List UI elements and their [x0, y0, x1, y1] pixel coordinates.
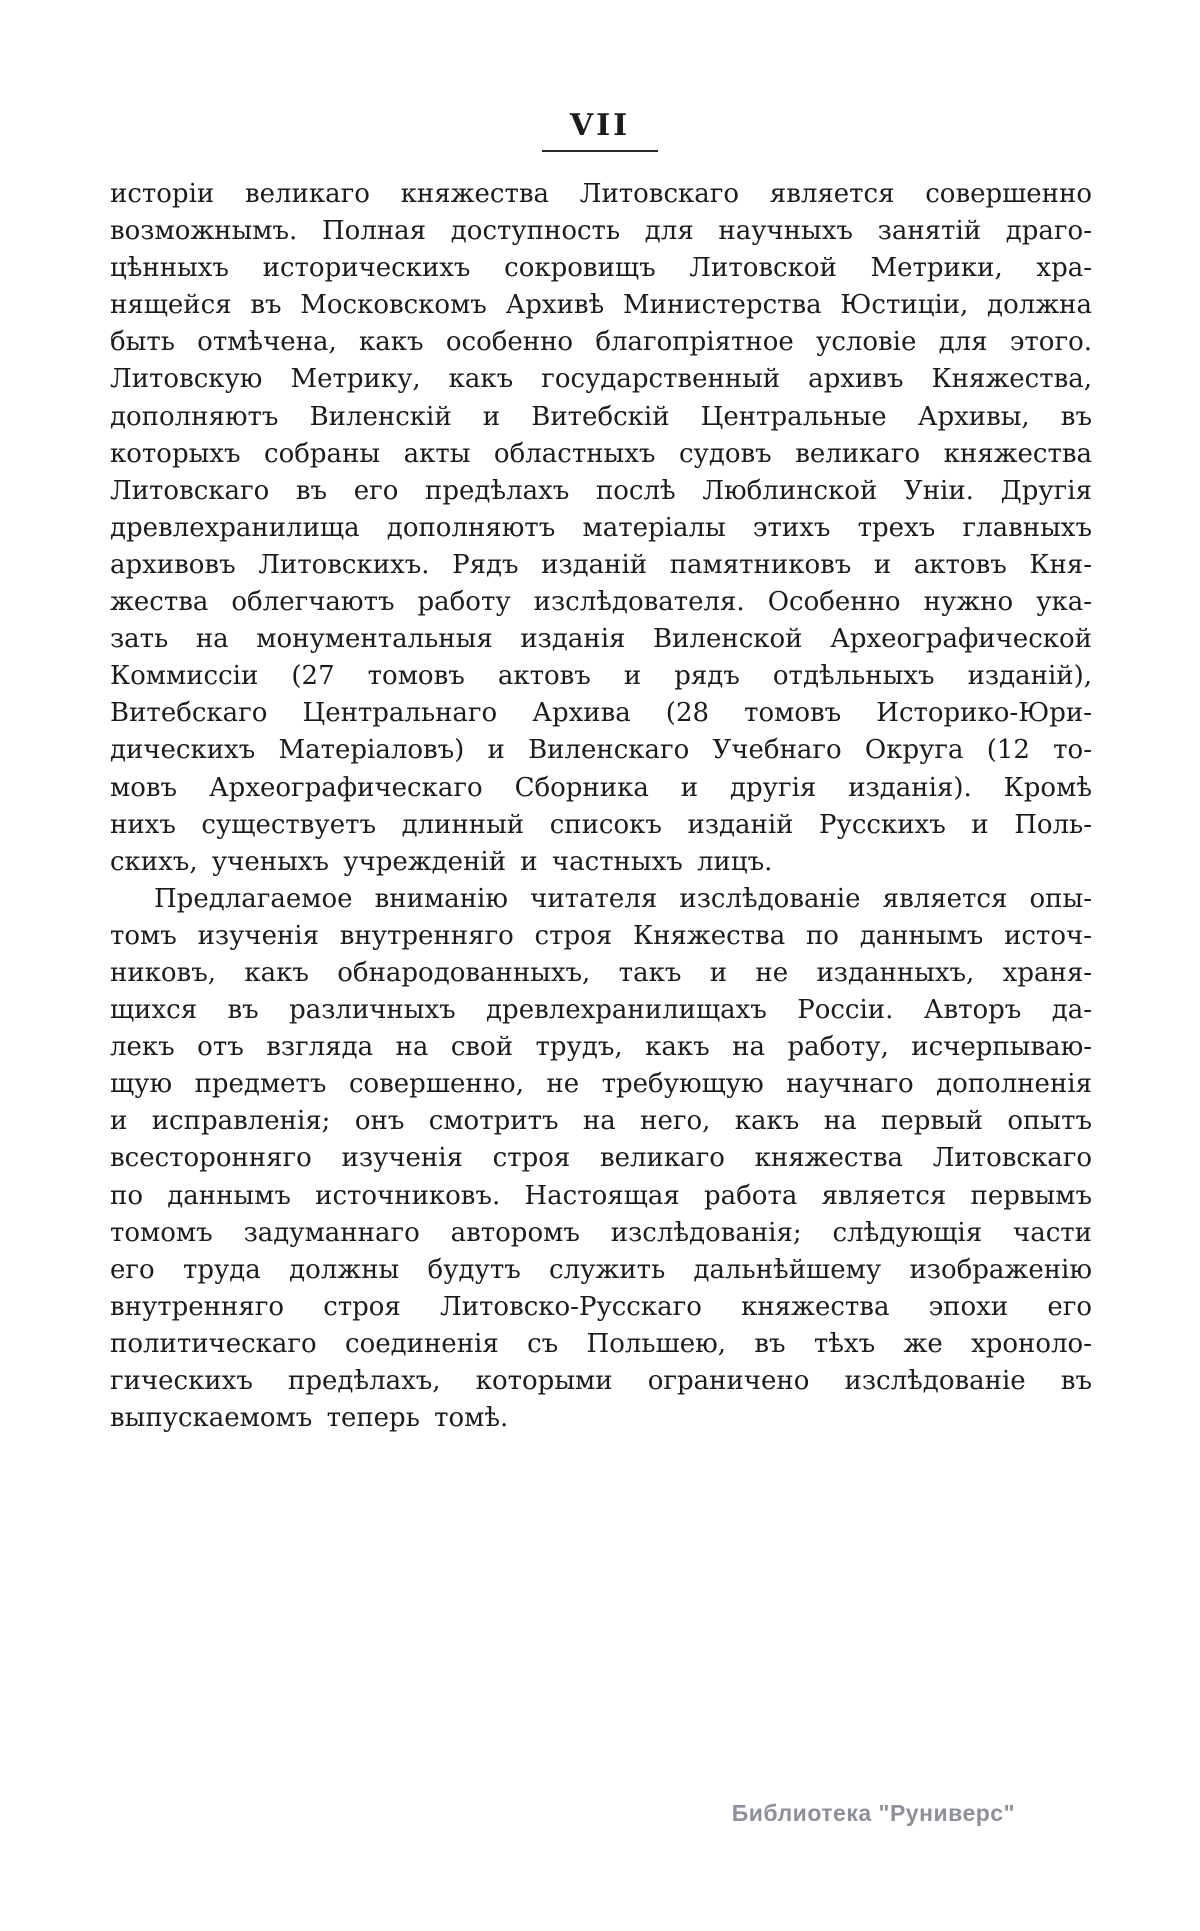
text-line: Витебскаго Центральнаго Архива (28 томовъ Историко-Юри- [110, 698, 1092, 729]
text-line: Литовскаго въ его предѣлахъ послѣ Люблинской Уніи. Другія [110, 475, 1092, 506]
text-block [110, 176, 1092, 1437]
text-line: цѣнныхъ историческихъ сокровищъ Литовской Метрики, хра- [110, 253, 1092, 284]
text-line: архивовъ Литовскихъ. Рядъ изданій памятниковъ и актовъ Кня- [110, 549, 1092, 580]
text-line: Литовскую Метрику, какъ государственный архивъ Княжества, [110, 364, 1092, 395]
text-line: гическихъ предѣлахъ, которыми ограничено изслѣдованіе въ [110, 1366, 1092, 1396]
text-line: Коммиссіи (27 томовъ актовъ и рядъ отдѣльныхъ изданій), [110, 661, 1092, 692]
text-line: никовъ, какъ обнародованныхъ, такъ и не изданныхъ, храня- [110, 957, 1092, 988]
text-line: скихъ, ученыхъ учрежденій и частныхъ лицъ. [110, 846, 773, 877]
text-line: всесторонняго изученія строя великаго княжества Литовскаго [110, 1143, 1092, 1174]
paragraph [110, 881, 1092, 1437]
text-line: быть отмѣчена, какъ особенно благопріятное условіе для этого. [110, 327, 1092, 358]
text-line: мовъ Археографическаго Сборника и другія изданія). Кромѣ [110, 772, 1092, 803]
text-line: нящейся въ Московскомъ Архивѣ Министерства Юстиціи, должна [110, 290, 1092, 321]
text-line: выпускаемомъ теперь томѣ. [110, 1403, 509, 1434]
text-line: томомъ задуманнаго авторомъ изслѣдованія; слѣдующія части [110, 1217, 1092, 1248]
library-watermark: Библиотека "Руниверс" [731, 1800, 1015, 1826]
page-header [0, 108, 1200, 152]
text-line: дополняютъ Виленскій и Витебскій Центральные Архивы, въ [110, 401, 1092, 432]
text-line: и исправленія; онъ смотритъ на него, какъ на первый опытъ [110, 1106, 1092, 1137]
text-line: древлехранилища дополняютъ матеріалы этихъ трехъ главныхъ [110, 512, 1092, 543]
text-line: его труда должны будутъ служить дальнѣйшему изображенію [110, 1254, 1092, 1285]
text-line: щую предметъ совершенно, не требующую научнаго дополненія [110, 1069, 1092, 1100]
text-line: лекъ отъ взгляда на свой трудъ, какъ на работу, исчерпываю- [110, 1032, 1092, 1063]
text-line: жества облегчаютъ работу изслѣдователя. Особенно нужно ука- [110, 587, 1092, 618]
page-number: VII [542, 108, 658, 152]
paragraph [110, 176, 1092, 881]
text-line: политическаго соединенія съ Польшею, въ тѣхъ же хроноло- [110, 1328, 1092, 1359]
text-line: зать на монументальныя изданія Виленской Археографической [110, 624, 1092, 655]
text-line: томъ изученія внутренняго строя Княжества по даннымъ источ- [110, 920, 1092, 951]
text-line: внутренняго строя Литовско-Русскаго княжества эпохи его [110, 1291, 1092, 1322]
text-line: Предлагаемое вниманію читателя изслѣдованіе является опы- [154, 883, 1092, 914]
text-line: которыхъ собраны акты областныхъ судовъ великаго княжества [110, 438, 1092, 469]
text-line: нихъ существуетъ длинный списокъ изданій Русскихъ и Поль- [110, 809, 1092, 840]
text-line: возможнымъ. Полная доступность для научныхъ занятій драго- [110, 216, 1092, 247]
text-line: по даннымъ источниковъ. Настоящая работа является первымъ [110, 1180, 1092, 1211]
text-line: щихся въ различныхъ древлехранилищахъ Россіи. Авторъ да- [110, 995, 1092, 1026]
text-line: дическихъ Матеріаловъ) и Виленскаго Учебнаго Округа (12 то- [110, 735, 1092, 766]
text-line: исторіи великаго княжества Литовскаго является совершенно [110, 179, 1092, 209]
